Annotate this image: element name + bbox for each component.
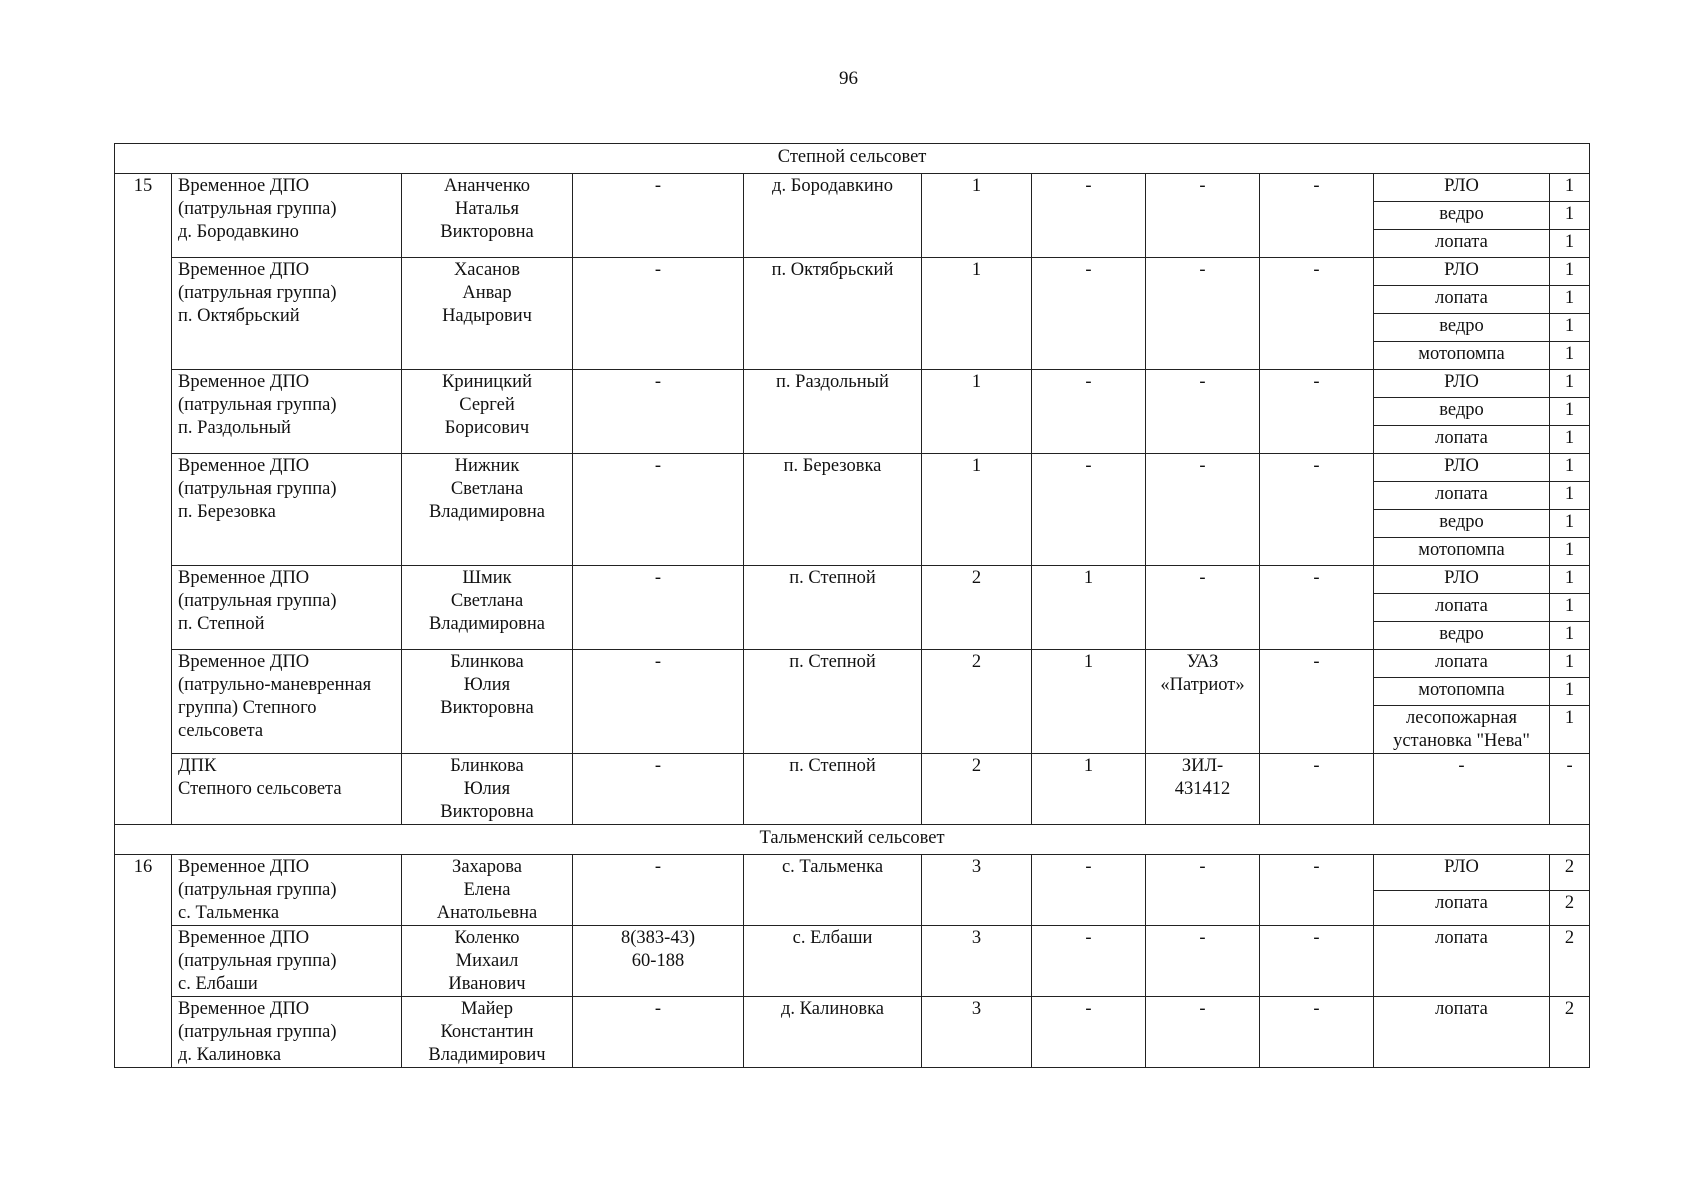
personnel-count-cell: 2 [922, 650, 1032, 754]
phone-cell: 8(383-43) 60-188 [573, 926, 744, 997]
vehicle-cell: - [1146, 258, 1260, 370]
equipment-item: мотопомпа [1374, 538, 1550, 566]
section-title: Степной сельсовет [115, 144, 1590, 174]
phone-cell: - [573, 566, 744, 650]
equipment-item: - [1374, 754, 1550, 825]
section-header-row [115, 144, 1590, 174]
personnel-count-cell: 1 [922, 174, 1032, 258]
personnel-count-cell: 1 [922, 370, 1032, 454]
count-cell: 1 [1032, 566, 1146, 650]
fire-brigades-table [114, 143, 1590, 1068]
other-cell: - [1260, 926, 1374, 997]
personnel-count-cell: 3 [922, 926, 1032, 997]
head-name-cell: Нижник Светлана Владимировна [402, 454, 573, 566]
equipment-item: РЛО [1374, 454, 1550, 482]
vehicle-cell: ЗИЛ- 431412 [1146, 754, 1260, 825]
equipment-quantity: 1 [1550, 202, 1590, 230]
table-row [115, 566, 1590, 594]
phone-cell: - [573, 754, 744, 825]
equipment-item: лопата [1374, 286, 1550, 314]
table-row [115, 754, 1590, 825]
phone-cell: - [573, 370, 744, 454]
equipment-quantity: 2 [1550, 926, 1590, 997]
page-number: 96 [839, 68, 858, 89]
unit-name-cell: Временное ДПО (патрульная группа) п. Раздольный [172, 370, 402, 454]
equipment-quantity: 1 [1550, 398, 1590, 426]
settlement-cell: п. Степной [744, 566, 922, 650]
phone-cell: - [573, 997, 744, 1068]
count-cell: - [1032, 926, 1146, 997]
head-name-cell: Ананченко Наталья Викторовна [402, 174, 573, 258]
phone-cell: - [573, 454, 744, 566]
phone-cell: - [573, 650, 744, 754]
settlement-cell: д. Калиновка [744, 997, 922, 1068]
table-row [115, 855, 1590, 891]
other-cell: - [1260, 370, 1374, 454]
equipment-quantity: 1 [1550, 426, 1590, 454]
unit-name-cell: Временное ДПО (патрульная группа) п. Степной [172, 566, 402, 650]
head-name-cell: Захарова Елена Анатольевна [402, 855, 573, 926]
other-cell: - [1260, 566, 1374, 650]
equipment-item: РЛО [1374, 174, 1550, 202]
count-cell: - [1032, 370, 1146, 454]
personnel-count-cell: 1 [922, 454, 1032, 566]
vehicle-cell: - [1146, 566, 1260, 650]
equipment-quantity: 2 [1550, 890, 1590, 926]
equipment-item: ведро [1374, 202, 1550, 230]
settlement-cell: п. Октябрьский [744, 258, 922, 370]
equipment-item: РЛО [1374, 258, 1550, 286]
personnel-count-cell: 1 [922, 258, 1032, 370]
equipment-item: лопата [1374, 230, 1550, 258]
count-cell: - [1032, 997, 1146, 1068]
equipment-quantity: 1 [1550, 230, 1590, 258]
vehicle-cell: - [1146, 997, 1260, 1068]
section-number: 15 [115, 174, 172, 825]
head-name-cell: Коленко Михаил Иванович [402, 926, 573, 997]
head-name-cell: Блинкова Юлия Викторовна [402, 754, 573, 825]
section-number: 16 [115, 855, 172, 1068]
table-row [115, 926, 1590, 997]
count-cell: 1 [1032, 754, 1146, 825]
equipment-item: РЛО [1374, 370, 1550, 398]
equipment-quantity: 1 [1550, 342, 1590, 370]
section-header-row [115, 825, 1590, 855]
settlement-cell: д. Бородавкино [744, 174, 922, 258]
settlement-cell: с. Елбаши [744, 926, 922, 997]
equipment-item: лопата [1374, 426, 1550, 454]
equipment-item: РЛО [1374, 855, 1550, 891]
section-title: Тальменский сельсовет [115, 825, 1590, 855]
table-row [115, 370, 1590, 398]
equipment-item: ведро [1374, 314, 1550, 342]
other-cell: - [1260, 754, 1374, 825]
unit-name-cell: ДПК Степного сельсовета [172, 754, 402, 825]
equipment-quantity: 1 [1550, 258, 1590, 286]
vehicle-cell: - [1146, 454, 1260, 566]
unit-name-cell: Временное ДПО (патрульная группа) с. Тальменка [172, 855, 402, 926]
equipment-quantity: 1 [1550, 622, 1590, 650]
settlement-cell: п. Степной [744, 754, 922, 825]
personnel-count-cell: 3 [922, 997, 1032, 1068]
equipment-quantity: 1 [1550, 594, 1590, 622]
head-name-cell: Криницкий Сергей Борисович [402, 370, 573, 454]
count-cell: - [1032, 454, 1146, 566]
equipment-item: лопата [1374, 482, 1550, 510]
equipment-quantity: - [1550, 754, 1590, 825]
head-name-cell: Блинкова Юлия Викторовна [402, 650, 573, 754]
other-cell: - [1260, 855, 1374, 926]
equipment-item: лопата [1374, 650, 1550, 678]
equipment-quantity: 1 [1550, 286, 1590, 314]
equipment-quantity: 2 [1550, 855, 1590, 891]
equipment-quantity: 1 [1550, 454, 1590, 482]
count-cell: - [1032, 258, 1146, 370]
equipment-item: ведро [1374, 510, 1550, 538]
equipment-quantity: 1 [1550, 314, 1590, 342]
unit-name-cell: Временное ДПО (патрульная группа) д. Бородавкино [172, 174, 402, 258]
phone-cell: - [573, 855, 744, 926]
other-cell: - [1260, 997, 1374, 1068]
equipment-item: лесопожарная установка "Нева" [1374, 706, 1550, 754]
head-name-cell: Хасанов Анвар Надырович [402, 258, 573, 370]
phone-cell: - [573, 258, 744, 370]
vehicle-cell: УАЗ «Патриот» [1146, 650, 1260, 754]
other-cell: - [1260, 174, 1374, 258]
equipment-item: лопата [1374, 926, 1550, 997]
count-cell: - [1032, 174, 1146, 258]
other-cell: - [1260, 454, 1374, 566]
equipment-quantity: 1 [1550, 370, 1590, 398]
settlement-cell: п. Березовка [744, 454, 922, 566]
vehicle-cell: - [1146, 370, 1260, 454]
equipment-quantity: 1 [1550, 174, 1590, 202]
personnel-count-cell: 2 [922, 566, 1032, 650]
equipment-item: лопата [1374, 997, 1550, 1068]
unit-name-cell: Временное ДПО (патрульная группа) п. Березовка [172, 454, 402, 566]
equipment-item: лопата [1374, 890, 1550, 926]
personnel-count-cell: 3 [922, 855, 1032, 926]
other-cell: - [1260, 258, 1374, 370]
phone-cell: - [573, 174, 744, 258]
other-cell: - [1260, 650, 1374, 754]
settlement-cell: п. Раздольный [744, 370, 922, 454]
equipment-quantity: 1 [1550, 678, 1590, 706]
settlement-cell: п. Степной [744, 650, 922, 754]
equipment-item: мотопомпа [1374, 678, 1550, 706]
table-row [115, 454, 1590, 482]
equipment-item: РЛО [1374, 566, 1550, 594]
vehicle-cell: - [1146, 174, 1260, 258]
unit-name-cell: Временное ДПО (патрульно-маневренная группа) Степного сельсовета [172, 650, 402, 754]
table-row [115, 258, 1590, 286]
equipment-item: ведро [1374, 398, 1550, 426]
equipment-quantity: 1 [1550, 482, 1590, 510]
unit-name-cell: Временное ДПО (патрульная группа) п. Октябрьский [172, 258, 402, 370]
equipment-item: лопата [1374, 594, 1550, 622]
head-name-cell: Шмик Светлана Владимировна [402, 566, 573, 650]
table-row [115, 650, 1590, 678]
head-name-cell: Майер Константин Владимирович [402, 997, 573, 1068]
vehicle-cell: - [1146, 926, 1260, 997]
count-cell: 1 [1032, 650, 1146, 754]
table-row [115, 997, 1590, 1068]
equipment-quantity: 1 [1550, 650, 1590, 678]
equipment-item: ведро [1374, 622, 1550, 650]
unit-name-cell: Временное ДПО (патрульная группа) с. Елбаши [172, 926, 402, 997]
vehicle-cell: - [1146, 855, 1260, 926]
personnel-count-cell: 2 [922, 754, 1032, 825]
count-cell: - [1032, 855, 1146, 926]
table-row [115, 174, 1590, 202]
settlement-cell: с. Тальменка [744, 855, 922, 926]
equipment-quantity: 2 [1550, 997, 1590, 1068]
equipment-item: мотопомпа [1374, 342, 1550, 370]
unit-name-cell: Временное ДПО (патрульная группа) д. Калиновка [172, 997, 402, 1068]
equipment-quantity: 1 [1550, 510, 1590, 538]
equipment-quantity: 1 [1550, 566, 1590, 594]
equipment-quantity: 1 [1550, 538, 1590, 566]
equipment-quantity: 1 [1550, 706, 1590, 754]
